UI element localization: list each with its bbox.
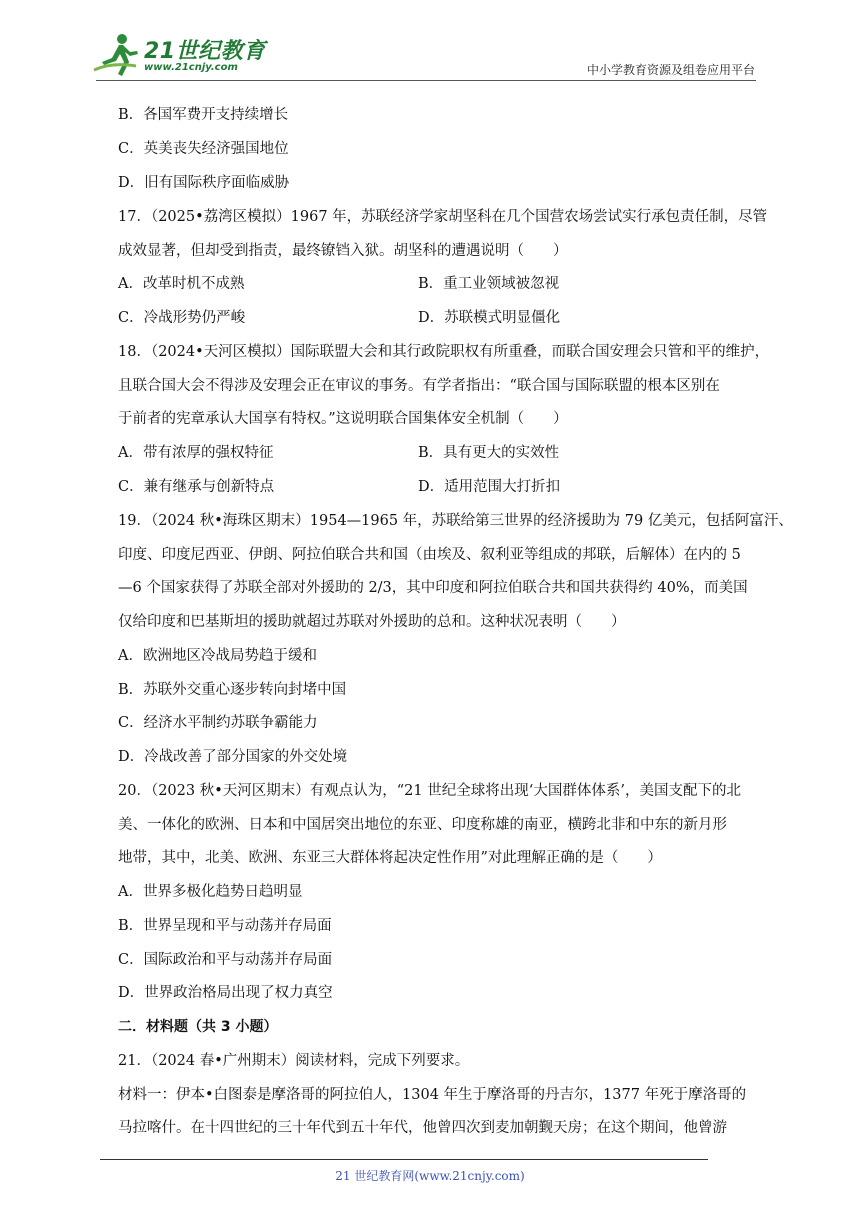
- running-man-icon: [92, 32, 142, 78]
- question-20-stem-cont-1: 美、一体化的欧洲、日本和中国居突出地位的东亚、印度称雄的南亚，横跨北非和中东的新月形: [118, 817, 727, 833]
- option-19-a: A．欧洲地区冷战局势趋于缓和: [118, 648, 317, 664]
- option-19-b: B．苏联外交重心逐步转向封堵中国: [118, 682, 347, 698]
- option-16-c: C．英美丧失经济强国地位: [118, 141, 289, 157]
- header-tagline: 中小学教育资源及组卷应用平台: [586, 63, 755, 77]
- option-20-d: D．世界政治格局出现了权力真空: [118, 985, 333, 1001]
- question-18-stem: 18．（2024•天河区模拟）国际联盟大会和其行政院职权有所重叠，而联合国安理会只管和平的维护，: [118, 344, 770, 360]
- option-18-c: C．兼有继承与创新特点: [118, 479, 275, 495]
- question-20-stem-cont-2: 地带，其中，北美、欧洲、东亚三大群体将起决定性作用”对此理解正确的是（ ）: [118, 850, 662, 866]
- page-footer[interactable]: 21 世纪教育网(www.21cnjy.com): [335, 1169, 525, 1183]
- option-16-b: B．各国军费开支持续增长: [118, 107, 289, 123]
- option-18-a: A．带有浓厚的强权特征: [118, 445, 274, 461]
- material-one-line-1: 材料一：伊本•白图泰是摩洛哥的阿拉伯人，1304 年生于摩洛哥的丹吉尔，1377 年死于摩洛哥的: [118, 1087, 747, 1103]
- question-21-stem: 21．（2024 春•广州期末）阅读材料，完成下列要求。: [118, 1053, 470, 1069]
- question-19-stem-cont-3: 仅给印度和巴基斯坦的援助就超过苏联对外援助的总和。这种状况表明（ ）: [118, 614, 626, 630]
- footer-divider: [100, 1159, 708, 1160]
- question-17-stem-cont: 成效显著，但却受到指责，最终镣铛入狱。胡坚科的遭遇说明（ ）: [118, 243, 568, 259]
- question-18-stem-cont-2: 于前者的宪章承认大国享有特权。”这说明联合国集体安全机制（ ）: [118, 411, 568, 427]
- question-17-stem: 17．（2025•荔湾区模拟）1967 年，苏联经济学家胡坚科在几个国营农场尝试实行承包责任制，尽管: [118, 209, 768, 225]
- option-20-c: C．国际政治和平与动荡并存局面: [118, 952, 333, 968]
- question-20-stem: 20．（2023 秋•天河区期末）有观点认为，“21 世纪全球将出现‘大国群体体系’，美国支配下的北: [118, 783, 741, 799]
- option-16-d: D．旧有国际秩序面临威胁: [118, 175, 290, 191]
- question-19-stem: 19．（2024 秋•海珠区期末）1954—1965 年，苏联给第三世界的经济援助为 79 亿美元，包括阿富汗、: [118, 513, 793, 529]
- section-heading: 二．材料题（共 3 小题）: [118, 1019, 278, 1035]
- question-19-stem-cont-1: 印度、印度尼西亚、伊朗、阿拉伯联合共和国（由埃及、叙利亚等组成的邦联，后解体）在内的 5: [118, 547, 741, 563]
- question-19-stem-cont-2: —6 个国家获得了苏联全部对外援助的 2/3，其中印度和阿拉伯联合共和国共获得约 40%，而美国: [118, 580, 748, 596]
- option-17-b: B．重工业领域被忽视: [418, 276, 560, 292]
- option-18-d: D．适用范围大打折扣: [418, 479, 561, 495]
- question-18-stem-cont-1: 且联合国大会不得涉及安理会正在审议的事务。有学者指出：“联合国与国际联盟的根本区别在: [118, 378, 720, 394]
- option-17-a: A．改革时机不成熟: [118, 276, 245, 292]
- site-logo[interactable]: [92, 32, 266, 80]
- page-header: [0, 0, 860, 90]
- option-19-c: C．经济水平制约苏联争霸能力: [118, 715, 318, 731]
- logo-text: 21世纪教育: [144, 39, 266, 64]
- option-17-c: C．冷战形势仍严峻: [118, 310, 246, 326]
- option-20-a: A．世界多极化趋势日趋明显: [118, 884, 303, 900]
- option-19-d: D．冷战改善了部分国家的外交处境: [118, 749, 348, 765]
- logo-url: www.21cnjy.com: [144, 62, 238, 73]
- option-17-d: D．苏联模式明显僵化: [418, 310, 561, 326]
- option-18-b: B．具有更大的实效性: [418, 445, 560, 461]
- header-divider: [96, 80, 756, 81]
- material-one-line-2: 马拉喀什。在十四世纪的三十年代到五十年代，他曾四次到麦加朝觐天房；在这个期间，他曾游: [118, 1120, 727, 1136]
- option-20-b: B．世界呈现和平与动荡并存局面: [118, 918, 332, 934]
